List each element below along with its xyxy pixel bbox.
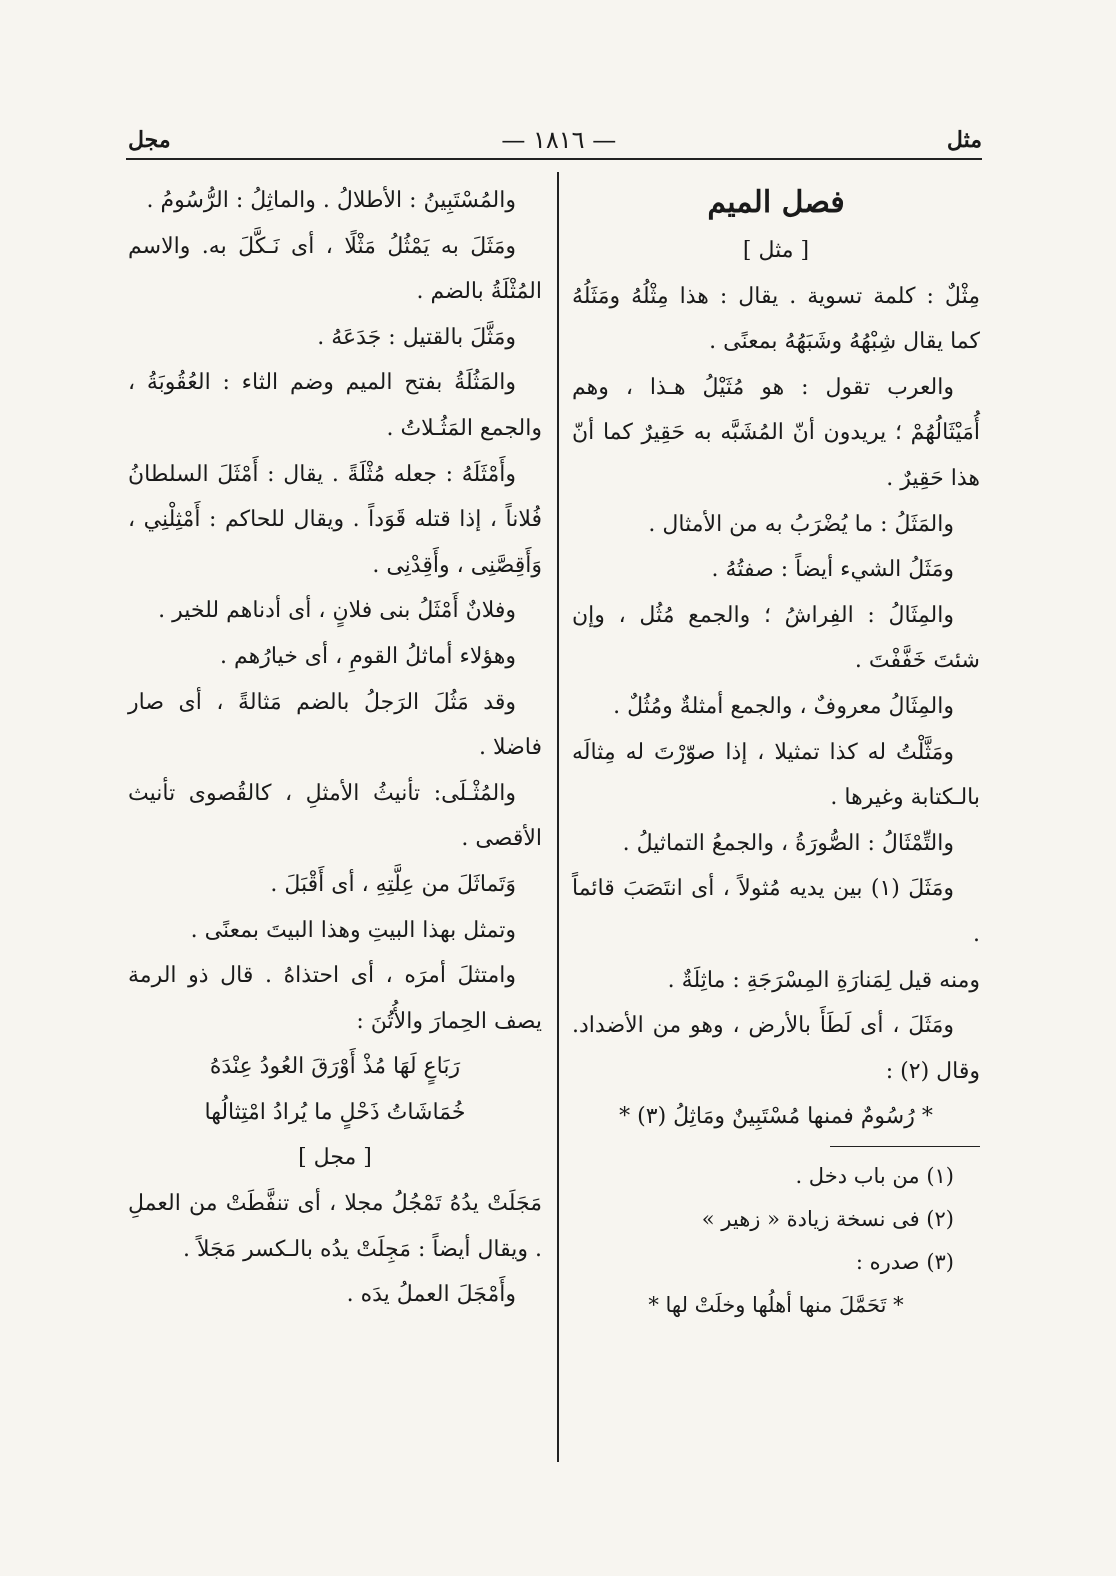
footnote: (٢) فى نسخة زيادة « زهير » bbox=[701, 1207, 954, 1232]
verse-line: رَبَاعٍ لَهَا مُذْ أَوْرَقَ العُودُ عِنْدَهُ bbox=[209, 1054, 461, 1080]
header-left-word: مجل bbox=[128, 127, 171, 153]
paragraph: والمُسْتَبِينُ : الأطلالُ . والماثِلُ : الرُّسُومُ . bbox=[146, 188, 516, 213]
left-column bbox=[128, 178, 542, 1318]
paragraph: وَتَماثَلَ من عِلَّتِهِ ، أى أَقْبَلَ . bbox=[270, 871, 516, 897]
header-right-word: مثل bbox=[946, 127, 982, 153]
paragraph: ومَثَّلَ بالقتيل : جَدَعَهُ . bbox=[317, 324, 516, 350]
verse-line: * رُسُومٌ فمنها مُسْتَبِينٌ ومَاثِلُ (٣) * bbox=[619, 1104, 933, 1130]
footnote-rule bbox=[830, 1146, 980, 1148]
page-number: — ١٨١٦ — bbox=[501, 126, 617, 154]
right-column bbox=[572, 178, 980, 1327]
paragraph: وأَمْثَلَهُ : جعله مُثْلَةً . يقال : أَمْثَلَ السلطانُ فُلاناً ، إذا قتله قَوَداً . ويقال للحاكم : أَمْثِلْنِي ، وَأَقِصَّنِى ، وأَقِدْنِى . bbox=[128, 461, 542, 578]
paragraph: وأَمْجَلَ العملُ يدَه . bbox=[346, 1282, 516, 1308]
paragraph: مِثْلٌ : كلمة تسوية . يقال : هذا مِثْلُهُ ومَثَلُهُ كما يقال شِبْهُهُ وشَبَهُهُ بمعنًى . bbox=[572, 283, 980, 355]
paragraph: وقد مَثُلَ الرَجلُ بالضم مَثالةً ، أى صار فاضلا . bbox=[128, 689, 542, 761]
paragraph: ومنه قيل لِمَنارَةِ المِسْرَجَةِ : ماثِلَةٌ . bbox=[667, 967, 980, 993]
section-title: فصل الميم bbox=[707, 185, 845, 220]
paragraph: والعرب تقول : هو مُثَيْلُ هـذا ، وهم أُمَيْثَالُهُمْ ؛ يريدون أنّ المُشَبَّه به حَقِيرٌ كما أنّ هذا حَقِيرٌ . bbox=[572, 374, 980, 491]
paragraph: وتمثل بهذا البيتِ وهذا البيتَ بمعنًى . bbox=[190, 917, 516, 943]
paragraph: وفلانٌ أَمْثَلُ بنى فلانٍ ، أى أدناهم للخير . bbox=[158, 598, 516, 624]
paragraph: وهؤلاء أماثلُ القومِ ، أى خيارُهم . bbox=[220, 643, 516, 669]
paragraph: والمِثَالُ معروفٌ ، والجمع أمثلةٌ ومُثُلٌ . bbox=[613, 693, 954, 719]
footnote-verse: * تَحَمَّلَ منها أهلُها وخلَتْ لها * bbox=[648, 1293, 904, 1318]
entry-heading-mthl: [ مثل ] bbox=[742, 238, 810, 263]
footnote: (٣) صدره : bbox=[855, 1250, 954, 1275]
paragraph: ومَثَلَ به يَمْثُلُ مَثْلًا ، أى نَـكَّلَ به. والاسم المُثْلَةُ بالضم . bbox=[128, 233, 542, 305]
paragraph: والمِثَالُ : الفِراشُ ؛ والجمع مُثُل ، وإن شئتَ خَفَّفْتَ . bbox=[572, 602, 980, 674]
paragraph: ومَثَلُ الشيء أيضاً : صفتُهُ . bbox=[711, 557, 954, 583]
paragraph: وامتثلَ أمرَه ، أى احتذاهُ . قال ذو الرمة يصف الحِمارَ والأُتُنَ : bbox=[128, 963, 542, 1034]
paragraph: والمَثَلُ : ما يُضْرَبُ به من الأمثال . bbox=[648, 511, 954, 537]
paragraph: ومَثَلَ (١) بين يديه مُثولاً ، أى انتَصَبَ قائماً . bbox=[572, 876, 980, 947]
entry-heading-mjl: [ مجل ] bbox=[298, 1145, 372, 1171]
footnote: (١) من باب دخل . bbox=[795, 1164, 954, 1189]
paragraph: ومَثَّلْتُ له كذا تمثيلا ، إذا صوّرْتَ له مِثالَه بالـكتابة وغيرها . bbox=[572, 739, 980, 811]
page-header bbox=[128, 122, 982, 158]
paragraph: والتِّمْثَالُ : الصُّورَةُ ، والجمعُ التماثيلُ . bbox=[622, 830, 954, 856]
column-divider bbox=[557, 172, 559, 1462]
header-rule bbox=[126, 158, 982, 160]
paragraph: ومَثَلَ ، أى لَطَأَ بالأرض ، وهو من الأضداد. وقال (٢) : bbox=[572, 1013, 980, 1084]
paragraph: والمَثُلَةُ بفتح الميم وضم الثاء : العُقُوبَةُ ، والجمع المَثُـلاتُ . bbox=[128, 370, 542, 441]
paragraph: والمُثْـلَى: تأنيثُ الأمثلِ ، كالقُصوى تأنيث الأقصى . bbox=[128, 780, 542, 852]
paragraph: مَجَلَتْ يدُهُ تَمْجُلُ مجلا ، أى تنفَّطَتْ من العملِ . ويقال أيضاً : مَجِلَتْ يدُه بالـكسر مَجَلاً . bbox=[128, 1191, 542, 1262]
verse-line: خُمَاشَاتُ ذَحْلٍ ما يُرادُ امْتِثالُها bbox=[204, 1099, 466, 1125]
